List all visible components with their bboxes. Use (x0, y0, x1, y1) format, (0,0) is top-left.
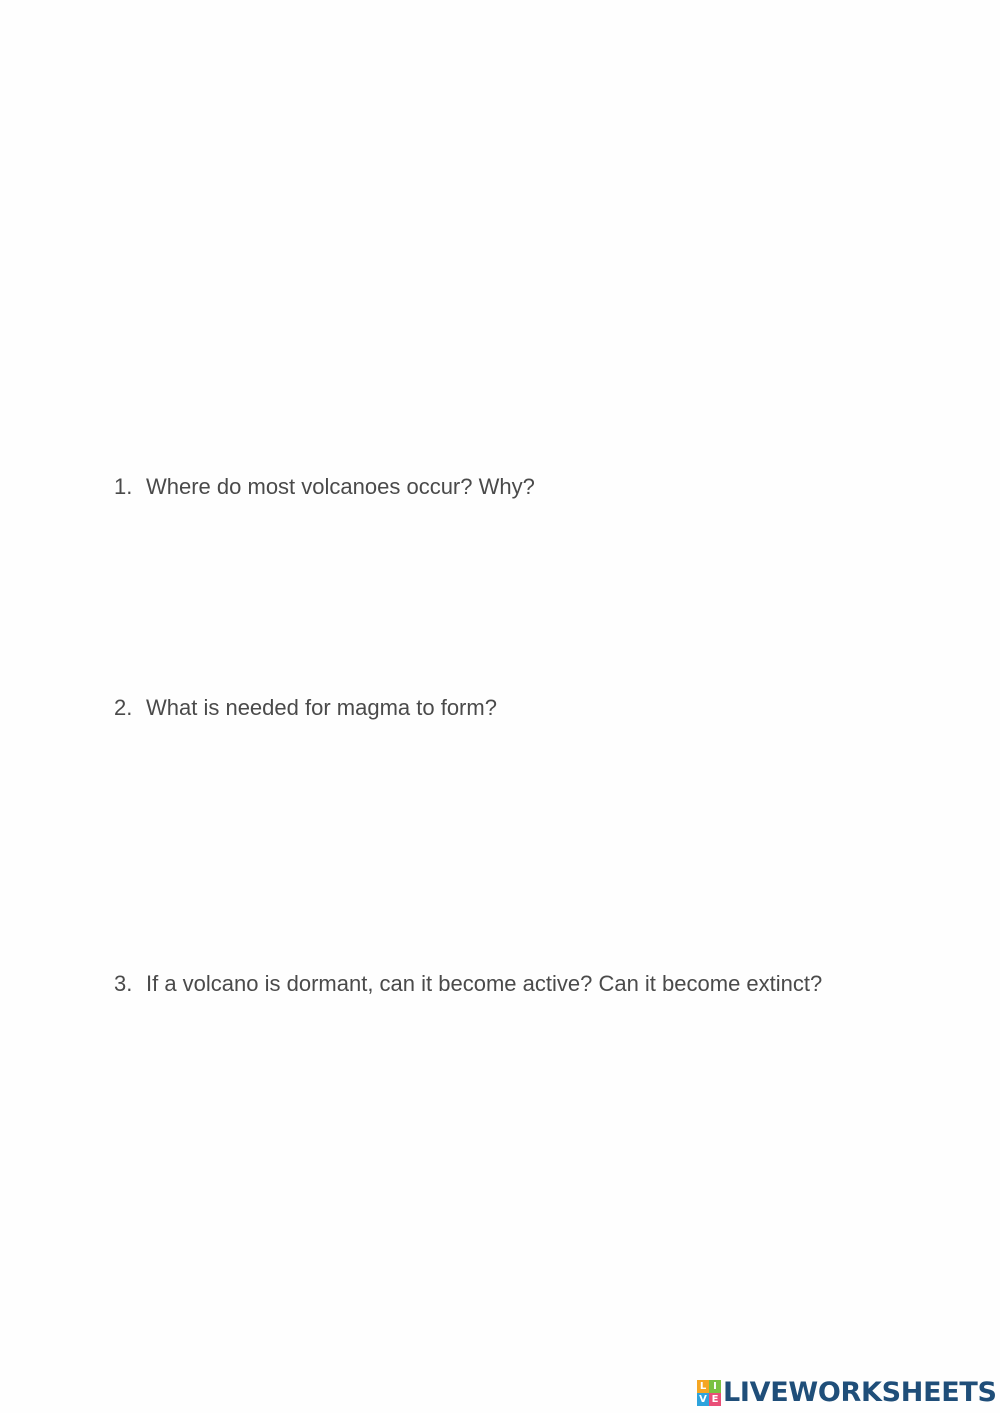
logo-mark-letter: V (697, 1393, 709, 1406)
question-2 (114, 695, 497, 721)
question-text: If a volcano is dormant, can it become active? Can it become extinct? (146, 971, 823, 996)
logo-text: LIVEWORKSHEETS (723, 1377, 997, 1408)
question-text: Where do most volcanoes occur? Why? (146, 474, 535, 499)
liveworksheets-logo (697, 1378, 997, 1408)
logo-mark-letter: I (709, 1380, 721, 1393)
question-number: 1. (114, 474, 133, 499)
question-3 (114, 971, 822, 997)
logo-mark-letter: L (697, 1380, 709, 1393)
question-number: 3. (114, 971, 133, 996)
logo-mark-letter: E (709, 1393, 721, 1406)
logo-mark-icon (697, 1380, 721, 1406)
question-text: What is needed for magma to form? (146, 695, 497, 720)
question-number: 2. (114, 695, 133, 720)
question-1 (114, 474, 535, 500)
